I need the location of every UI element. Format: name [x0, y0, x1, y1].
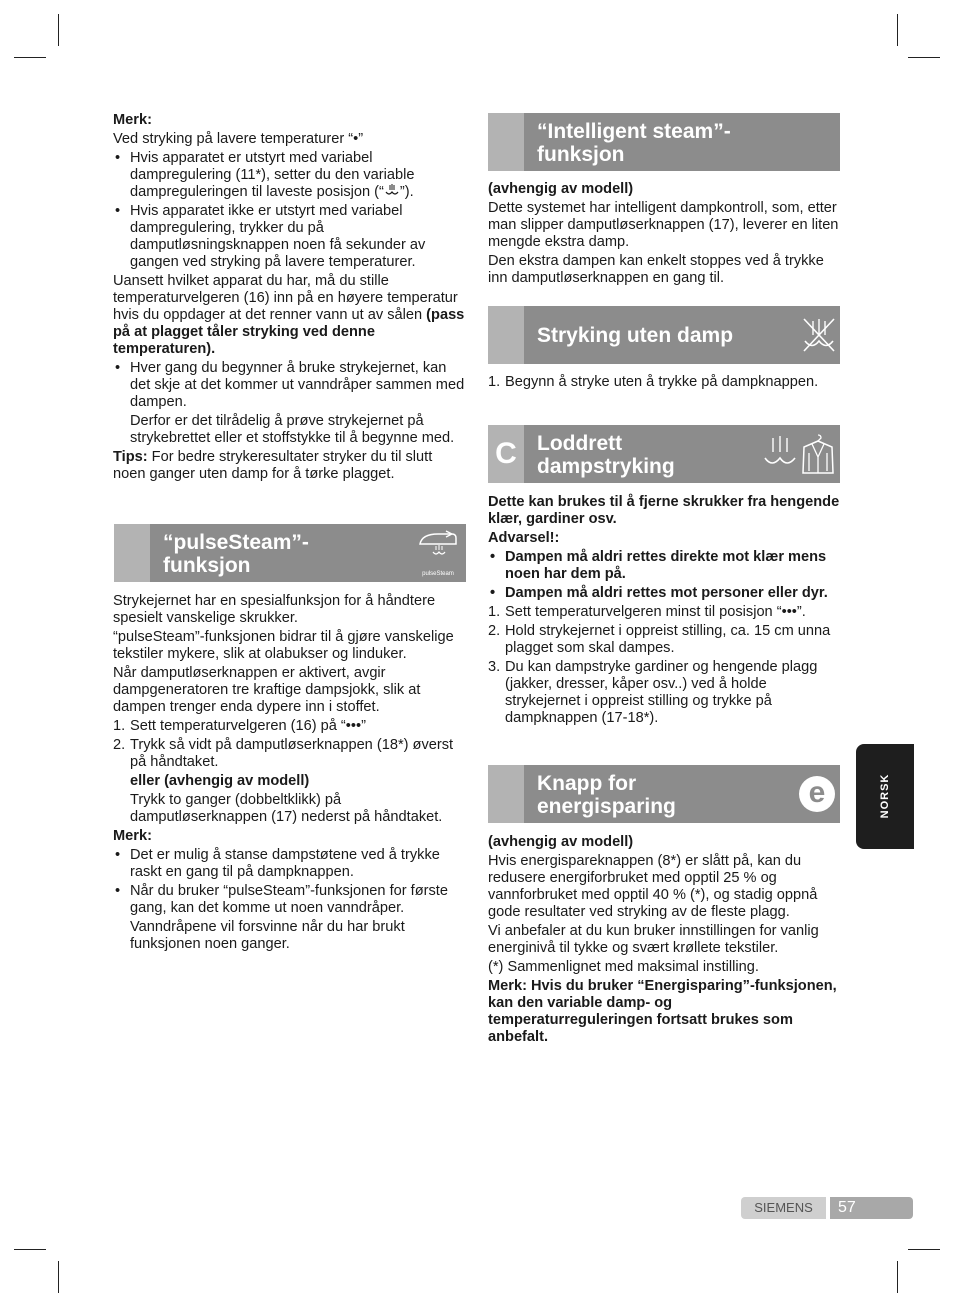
right-energy-text	[488, 834, 840, 1048]
steps-list	[488, 374, 840, 391]
list-item: 3. Du kan dampstryke gardiner og hengende plagg (jakker, dresser, kåper osv..) ved å holde strykejernet i oppreist stilling og trykke på dampknappen (17-18*).	[488, 659, 818, 726]
language-tab	[856, 744, 914, 849]
right-dry-text	[488, 374, 840, 393]
paragraph: Dette kan brukes til å fjerne skrukker fra hengende klær, gardiner osv.	[488, 494, 840, 527]
language-label: NORSK	[879, 773, 891, 819]
section-title: “Intelligent steam”- funksjon	[537, 120, 731, 166]
page-footer	[741, 1197, 913, 1219]
left-column-top	[113, 112, 468, 485]
page-number: 57	[830, 1197, 913, 1219]
paragraph: Uansett hvilket apparat du har, må du stille temperaturvelgeren (16) inn på en høyere temperatur hvis du oppdager at det renner vann ut av sålen (pass på at plagget tåler stryking ved denne temperaturen).	[113, 273, 465, 357]
crop-mark	[908, 57, 940, 58]
pulsesteam-icon	[416, 528, 460, 578]
vertical-steam-icon	[762, 434, 798, 474]
section-title: “pulseSteam”- funksjon	[163, 531, 309, 577]
low-steam-icon	[384, 184, 400, 198]
paragraph: Den ekstra dampen kan enkelt stoppes ved å trykke inn damputløserknappen en gang til.	[488, 253, 824, 286]
crop-mark	[58, 14, 59, 46]
paragraph: Når damputløserknappen er aktivert, avgir dampgeneratoren tre kraftige dampsjokk, slik at dampen trenger enda dypere inn i stoffet.	[113, 665, 421, 715]
list-item: • Dampen må aldri rettes mot personer eller dyr.	[488, 585, 840, 602]
warning-heading: Advarsel!:	[488, 530, 560, 546]
section-title: Loddrett dampstryking	[537, 432, 675, 478]
paragraph: Vi anbefaler at du kun bruker innstillingen for vanlig energinivå til tykke og svært krøllete tekstiler.	[488, 923, 819, 956]
paragraph: Strykejernet har en spesialfunksjon for å håndtere spesielt vanskelige skrukker.	[113, 593, 436, 626]
note-list	[113, 150, 468, 271]
section-header-pulsesteam	[114, 524, 466, 582]
brand-label: SIEMENS	[741, 1197, 826, 1219]
paragraph: “pulseSteam”-funksjonen bidrar til å gjøre vanskelige tekstiler mykere, slik at olabukser og linduker.	[113, 629, 454, 662]
list-item: 1. Sett temperaturvelgeren (16) på “•••”	[113, 718, 366, 734]
svg-text:pulseSteam: pulseSteam	[422, 571, 454, 577]
steps-list	[488, 604, 840, 727]
right-intelligent-text	[488, 181, 840, 289]
note-heading: Merk:	[113, 828, 152, 844]
crop-mark	[58, 1261, 59, 1293]
section-title: Knapp for energisparing	[537, 772, 676, 818]
list-item: 1. Sett temperaturvelgeren minst til posisjon “•••”.	[488, 604, 806, 620]
section-title: Stryking uten damp	[537, 324, 734, 347]
tips-paragraph: Tips: For bedre strykeresultater stryker du til slutt noen ganger uten damp for å tørke plagget.	[113, 449, 433, 482]
steps-list	[113, 718, 468, 771]
no-steam-icon	[800, 315, 838, 355]
note-heading: Merk:	[113, 112, 152, 128]
section-header-energy-saving	[488, 765, 840, 823]
section-header-intelligent-steam	[488, 113, 840, 171]
list-item: • Når du bruker “pulseSteam”-funksjonen for første gang, kan det komme ut noen vanndråper. Vanndråpene vil forsvinne når du har brukt funksjonen noen ganger.	[113, 883, 468, 953]
right-vertical-text	[488, 494, 840, 729]
garment-icon	[800, 433, 836, 475]
paragraph: Dette systemet har intelligent dampkontroll, som, etter man slipper damputløserknappen (17), leverer en liten mengde ekstra damp.	[488, 200, 839, 250]
crop-mark	[897, 1261, 898, 1293]
paragraph: Trykk to ganger (dobbeltklikk) på damputløserknappen (17) nederst på håndtaket.	[130, 792, 443, 825]
model-note: (avhengig av modell)	[488, 834, 634, 850]
section-header-dry-ironing	[488, 306, 840, 364]
list-item: • Hvis apparatet er utstyrt med variabel dampregulering (11*), setter du den variable dampreguleringen til laveste posisjon (“ ”).	[113, 150, 468, 201]
section-header-vertical-steam	[488, 425, 840, 483]
left-column-bottom	[113, 593, 468, 955]
model-note: (avhengig av modell)	[488, 181, 634, 197]
section-letter: C	[495, 437, 517, 470]
list-item: 2. Hold strykejernet i oppreist stilling, ca. 15 cm unna plagget som skal dampes.	[488, 623, 831, 656]
list-item: 1. Begynn å stryke uten å trykke på dampknappen.	[488, 374, 819, 390]
crop-mark	[897, 14, 898, 46]
paragraph: Hvis energispareknappen (8*) er slått på, kan du redusere energiforbruket med opptil 25 % og vannforbruket med opptil 40 % (*), og stadig oppnå gode resultater ved stryking av de fleste plagg.	[488, 853, 818, 920]
list-item: • Dampen må aldri rettes direkte mot klær mens noen har dem på.	[488, 549, 840, 583]
list-item: • Hver gang du begynner å bruke strykejernet, kan det skje at det kommer ut vanndråper sammen med dampen. Derfor er det tilrådelig å prøve strykejernet på strykebrettet eller et stoffstykke til å begynne med.	[113, 360, 468, 447]
crop-mark	[14, 1249, 46, 1250]
note-paragraph: Merk: Hvis du bruker “Energisparing”-funksjonen, kan den variable damp- og temperaturreguleringen fortsatt brukes som anbefalt.	[488, 978, 837, 1045]
alternative-heading: eller (avhengig av modell)	[130, 773, 310, 789]
paragraph: (*) Sammenlignet med maksimal instilling.	[488, 959, 759, 975]
list-item: 2. Trykk så vidt på damputløserknappen (18*) øverst på håndtaket.	[113, 737, 454, 770]
note-intro: Ved stryking på lavere temperaturer “•”	[113, 131, 364, 147]
list-item: • Det er mulig å stanse dampstøtene ved å trykke raskt en gang til på dampknappen.	[113, 847, 468, 881]
crop-mark	[14, 57, 46, 58]
note-list	[113, 360, 468, 447]
warning-list	[488, 549, 840, 602]
energy-saving-icon: e	[799, 776, 835, 812]
list-item: • Hvis apparatet ikke er utstyrt med variabel dampregulering, trykker du på damputløsningsknappen noen få sekunder av gangen ved stryking på lavere temperaturer.	[113, 203, 468, 271]
crop-mark	[908, 1249, 940, 1250]
note-list	[113, 847, 468, 953]
